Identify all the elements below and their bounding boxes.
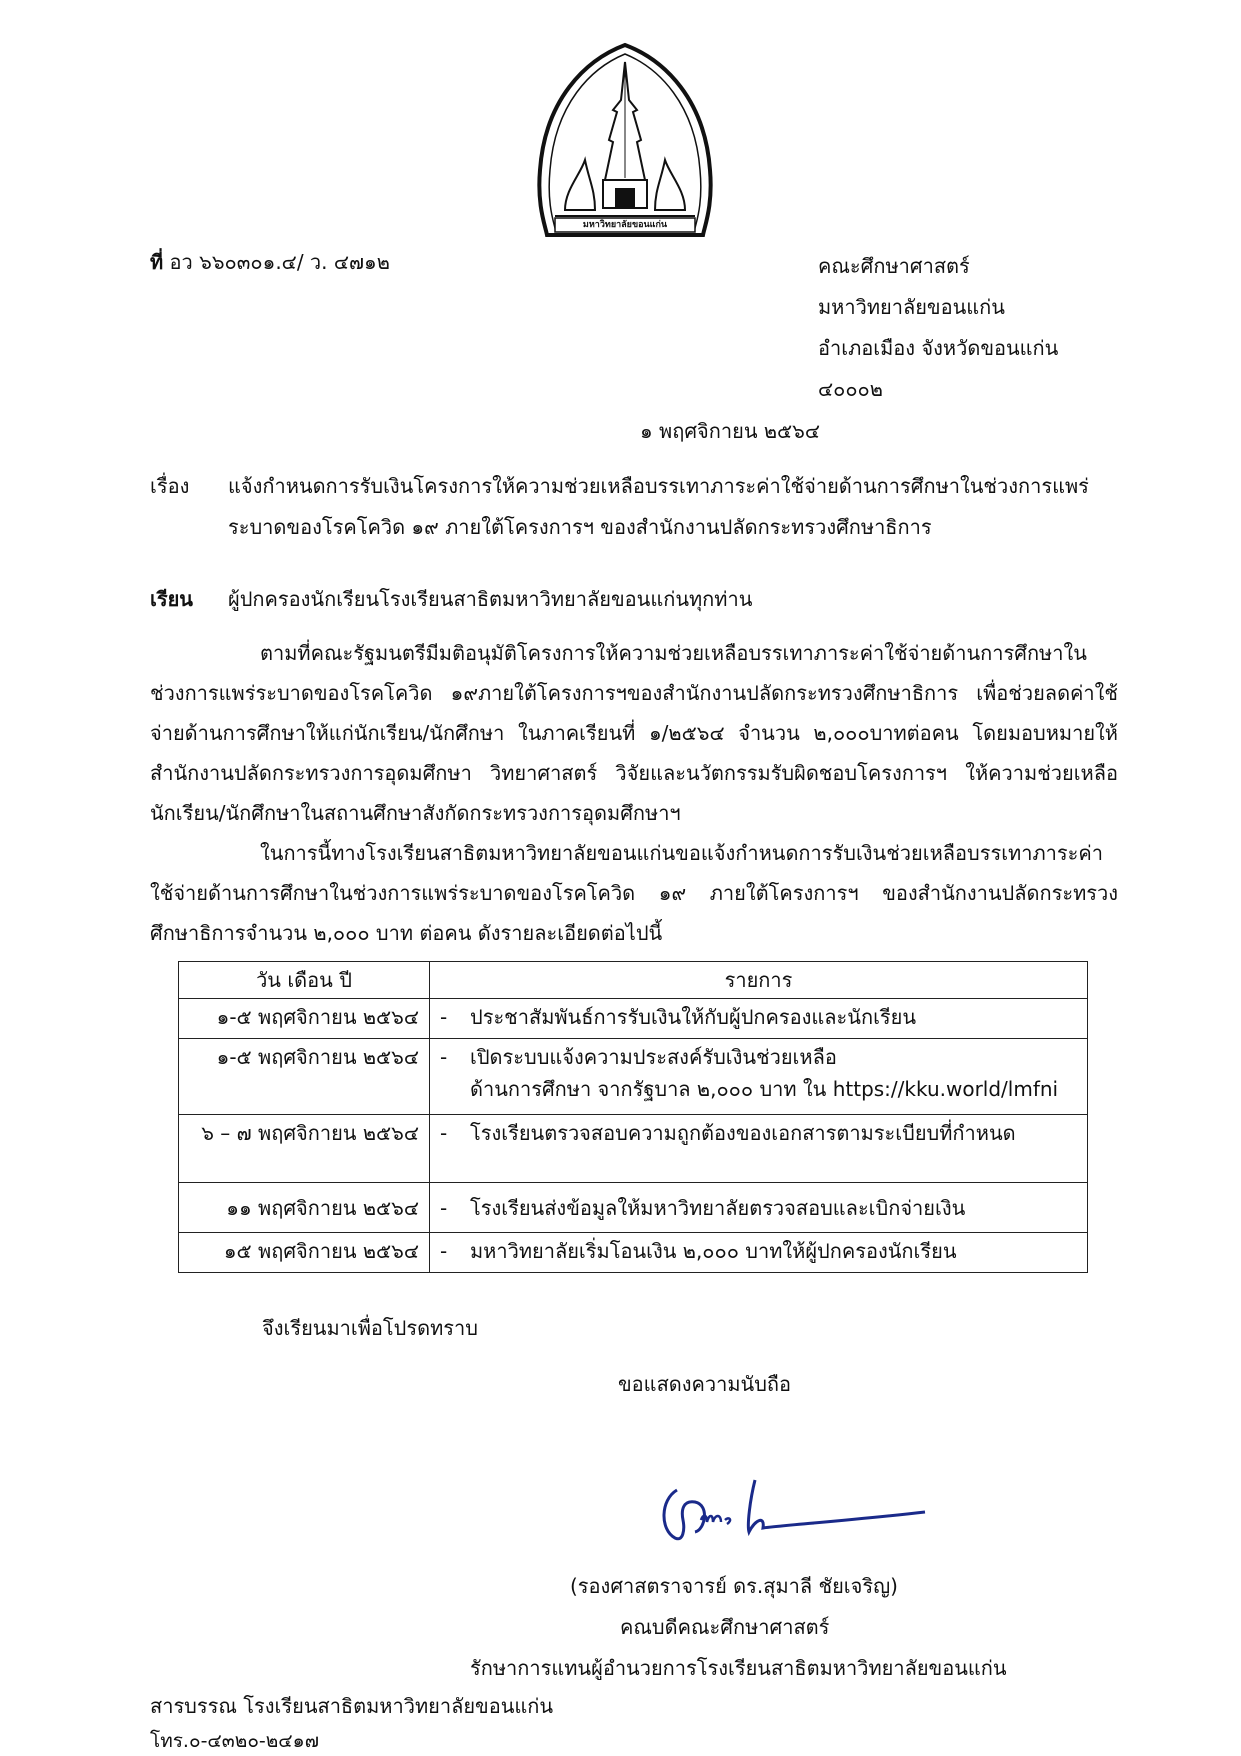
table-row: [179, 1233, 1088, 1273]
subject-line-1: แจ้งกำหนดการรับเงินโครงการให้ความช่วยเหลือบรรเทาภาระค่าใช้จ่ายด้านการศึกษาในช่วงการแพร่: [228, 474, 1089, 498]
reference-number: [150, 246, 390, 278]
column-header-item: รายการ: [430, 962, 1088, 999]
row-date: ๖ – ๗ พฤศจิกายน ๒๕๖๔: [179, 1115, 430, 1183]
closing-text: จึงเรียนมาเพื่อโปรดทราบ: [262, 1316, 478, 1340]
sender-address: [818, 246, 1058, 410]
reference-value: อว ๖๖๐๓๐๑.๔/ ว. ๔๗๑๒: [169, 250, 390, 274]
footer-office: สารบรรณ โรงเรียนสาธิตมหาวิทยาลัยขอนแก่น: [150, 1694, 554, 1718]
row-date: ๑-๕ พฤศจิกายน ๒๕๖๔: [179, 1039, 430, 1115]
seal-caption: มหาวิทยาลัยขอนแก่น: [582, 220, 668, 230]
signer-title: คณบดีคณะศึกษาศาสตร์: [620, 1615, 830, 1639]
address-line: คณะศึกษาศาสตร์: [818, 254, 970, 278]
address-line: อำเภอเมือง จังหวัดขอนแก่น: [818, 336, 1059, 360]
table-row: [179, 1115, 1088, 1183]
regards-text: ขอแสดงความนับถือ: [618, 1372, 792, 1396]
reference-label: ที่: [150, 250, 164, 274]
row-item: - โรงเรียนตรวจสอบความถูกต้องของเอกสารตามระเบียบที่กำหนด: [430, 1115, 1088, 1183]
row-date: ๑๕ พฤศจิกายน ๒๕๖๔: [179, 1233, 430, 1273]
table-row: [179, 1039, 1088, 1115]
schedule-table: [178, 961, 1088, 1273]
letter-date: ๑ พฤศจิกายน ๒๕๖๔: [640, 419, 820, 443]
body-paragraph-1: ตามที่คณะรัฐมนตรีมีมติอนุมัติโครงการให้ความช่วยเหลือบรรเทาภาระค่าใช้จ่ายด้านการศึกษาในช่วงการแพร่ระบาดของโรคโควิด ๑๙ภายใต้โครงการฯของสำนักงานปลัดกระทรวงศึกษาธิการ เพื่อช่วยลดค่าใช้จ่ายด้านการศึกษาให้แก่นักเรียน/นักศึกษา ในภาคเรียนที่ ๑/๒๕๖๔ จำนวน ๒,๐๐๐บาทต่อคน โดยมอบหมายให้สำนักงานปลัดกระทรวงการอุดมศึกษา วิทยาศาสตร์ วิจัยและนวัตกรรมรับผิดชอบโครงการฯ ให้ความช่วยเหลือนักเรียน/นักศึกษาในสถานศึกษาสังกัดกระทรวงการอุดมศึกษาฯ: [150, 641, 1118, 825]
column-header-date: วัน เดือน ปี: [179, 962, 430, 999]
row-item: - เปิดระบบแจ้งความประสงค์รับเงินช่วยเหลือ ด้านการศึกษา จากรัฐบาล ๒,๐๐๐ บาท ใน https://kku.world/lmfni: [430, 1039, 1088, 1115]
signer-block: [470, 1468, 1030, 1568]
signer-acting-title: รักษาการแทนผู้อำนวยการโรงเรียนสาธิตมหาวิทยาลัยขอนแก่น: [470, 1656, 1007, 1680]
body-paragraph-2: ในการนี้ทางโรงเรียนสาธิตมหาวิทยาลัยขอนแก่นขอแจ้งกำหนดการรับเงินช่วยเหลือบรรเทาภาระค่าใช้จ่ายด้านการศึกษาในช่วงการแพร่ระบาดของโรคโควิด ๑๙ ภายใต้โครงการฯ ของสำนักงานปลัดกระทรวงศึกษาธิการจำนวน ๒,๐๐๐ บาท ต่อคน ดังรายละเอียดต่อไปนี้: [150, 841, 1118, 945]
row-item: - มหาวิทยาลัยเริ่มโอนเงิน ๒,๐๐๐ บาทให้ผู้ปกครองนักเรียน: [430, 1233, 1088, 1273]
table-header-row: [179, 962, 1088, 999]
row-date: ๑๑ พฤศจิกายน ๒๕๖๔: [179, 1183, 430, 1233]
recipient-label: เรียน: [150, 587, 193, 611]
address-line: ๔๐๐๐๒: [818, 377, 883, 401]
subject-label: เรื่อง: [150, 474, 190, 498]
row-item-continuation: ด้านการศึกษา จากรัฐบาล ๒,๐๐๐ บาท ใน https://kku.world/lmfni: [470, 1077, 1059, 1101]
university-seal-logo: [525, 40, 725, 250]
row-item: - ประชาสัมพันธ์การรับเงินให้กับผู้ปกครองและนักเรียน: [430, 999, 1088, 1039]
subject-line-2: ระบาดของโรคโควิด ๑๙ ภายใต้โครงการฯ ของสำนักงานปลัดกระทรวงศึกษาธิการ: [228, 515, 932, 539]
row-date: ๑-๕ พฤศจิกายน ๒๕๖๔: [179, 999, 430, 1039]
address-line: มหาวิทยาลัยขอนแก่น: [818, 295, 1005, 319]
signer-name: (รองศาสตราจารย์ ดร.สุมาลี ชัยเจริญ): [570, 1574, 898, 1598]
table-row: [179, 999, 1088, 1039]
recipient-text: ผู้ปกครองนักเรียนโรงเรียนสาธิตมหาวิทยาลัยขอนแก่นทุกท่าน: [228, 587, 753, 611]
footer-phone: โทร.๐-๔๓๒๐-๒๔๑๗: [150, 1730, 320, 1752]
row-item: - โรงเรียนส่งข้อมูลให้มหาวิทยาลัยตรวจสอบและเบิกจ่ายเงิน: [430, 1183, 1088, 1233]
letter-body: [150, 633, 1118, 953]
table-row: [179, 1183, 1088, 1233]
